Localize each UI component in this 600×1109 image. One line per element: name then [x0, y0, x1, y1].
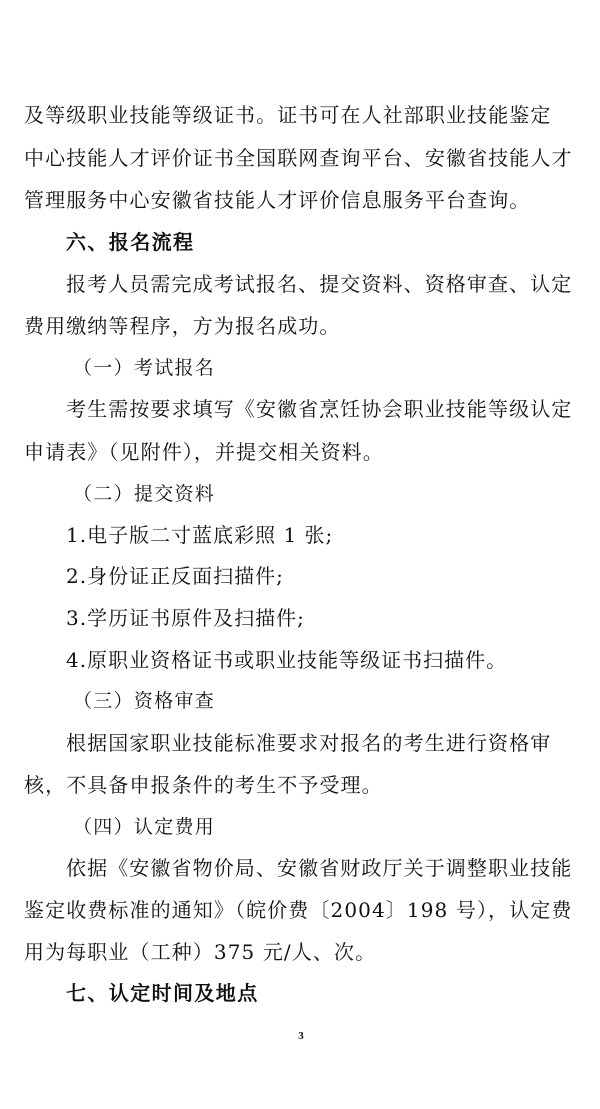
paragraph-intro-line-2: 中心技能人才评价证书全国联网查询平台、安徽省技能人才: [24, 146, 573, 170]
section-6-intro-line-1: 报考人员需完成考试报名、提交资料、资格审查、认定: [66, 272, 573, 296]
materials-list-item-2: 2.身份证正反面扫描件;: [66, 564, 284, 588]
subsection-certification-fees-heading: （四）认定费用: [73, 816, 216, 838]
section-7-heading: 七、认定时间及地点: [66, 981, 259, 1005]
subsection-certification-fees-line-2: 鉴定收费标准的通知》（皖价费〔2004〕198 号），认定费: [24, 898, 573, 922]
subsection-exam-registration-line-2: 申请表》（见附件），并提交相关资料。: [24, 440, 384, 464]
subsection-certification-fees-line-1: 依据《安徽省物价局、安徽省财政厅关于调整职业技能: [66, 856, 573, 880]
subsection-qualification-review-heading: （三）资格审查: [73, 690, 216, 712]
subsection-submit-materials-heading: （二）提交资料: [73, 483, 216, 505]
paragraph-intro-line-1: 及等级职业技能等级证书。证书可在人社部职业技能鉴定: [24, 103, 552, 127]
subsection-qualification-review-line-1: 根据国家职业技能标准要求对报名的考生进行资格审: [66, 731, 552, 755]
subsection-exam-registration-line-1: 考生需按要求填写《安徽省烹饪协会职业技能等级认定: [66, 397, 573, 421]
paragraph-intro-line-3: 管理服务中心安徽省技能人才评价信息服务平台查询。: [24, 188, 531, 212]
section-6-intro-line-2: 费用缴纳等程序，方为报名成功。: [24, 314, 341, 338]
subsection-exam-registration-heading: （一）考试报名: [73, 357, 216, 379]
materials-list-item-4: 4.原职业资格证书或职业技能等级证书扫描件。: [66, 648, 508, 672]
page-number: 3: [298, 1030, 304, 1042]
materials-list-item-1: 1.电子版二寸蓝底彩照 1 张;: [66, 523, 334, 547]
subsection-certification-fees-line-3: 用为每职业（工种）375 元/人、次。: [24, 940, 377, 964]
materials-list-item-3: 3.学历证书原件及扫描件;: [66, 606, 305, 630]
section-6-heading: 六、报名流程: [66, 230, 195, 254]
subsection-qualification-review-line-2: 核，不具备申报条件的考生不予受理。: [24, 773, 383, 797]
